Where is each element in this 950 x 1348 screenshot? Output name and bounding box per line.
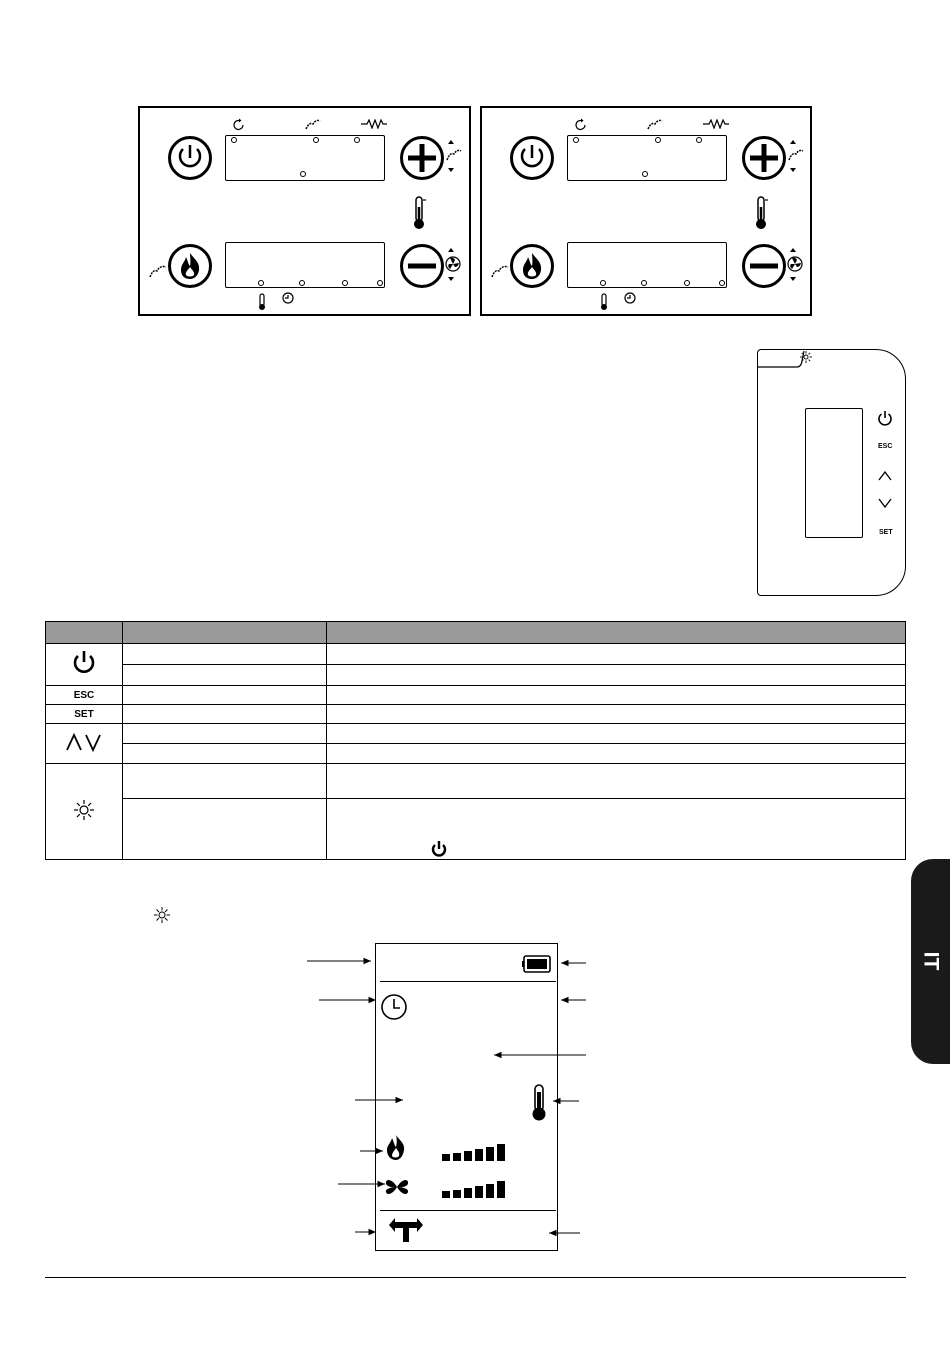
lower-display [225,242,385,288]
light-icon [154,907,170,923]
table-cell [123,665,327,686]
up-icon[interactable] [878,471,892,481]
table-cell [123,764,327,799]
table-cell [123,799,327,860]
table-cell-icon [46,644,123,686]
flame-icon [513,247,551,285]
table-cell [123,686,327,705]
resistor-icon [361,119,387,129]
table-header [327,622,906,644]
table-cell [123,705,327,724]
set-button[interactable]: SET [879,529,893,536]
pellet-icon [647,118,663,130]
led-indicator [684,280,690,286]
callout-arrows [0,930,950,1270]
minus-icon [403,247,441,285]
pellet-icon [787,140,805,172]
table-cell [123,644,327,665]
fan-icon [787,248,805,282]
remote-top-tab [757,349,906,371]
plus-icon [403,139,441,177]
led-indicator [642,171,648,177]
table-cell-set: SET [46,705,123,724]
plus-button[interactable] [400,136,444,180]
thermometer-icon [258,293,266,311]
minus-button[interactable] [742,244,786,288]
refresh-icon [574,118,588,132]
remote-display [805,408,863,538]
thermometer-icon [600,293,608,311]
led-indicator [313,137,319,143]
led-indicator [696,137,702,143]
table-cell-icon [46,764,123,860]
table-cell [327,705,906,724]
power-icon [71,648,97,678]
table-cell [123,744,327,764]
pellet-icon [305,118,321,130]
table-cell-esc: ESC [46,686,123,705]
table-cell [123,724,327,744]
led-indicator [719,280,725,286]
table-cell [327,799,906,860]
led-indicator [655,137,661,143]
thermometer-icon [412,195,426,231]
table-cell [327,686,906,705]
power-icon [171,139,209,177]
table-header [123,622,327,644]
led-indicator [641,280,647,286]
lower-display [567,242,727,288]
table-cell [327,744,906,764]
refresh-icon [232,118,246,132]
table-cell [327,724,906,744]
led-indicator [573,137,579,143]
down-icon[interactable] [878,498,892,508]
table-cell [327,644,906,665]
led-indicator [600,280,606,286]
table-cell-icon [46,724,123,764]
pellet-icon [491,264,509,278]
led-indicator [342,280,348,286]
power-icon [513,139,551,177]
power-icon[interactable] [877,410,893,426]
clock-icon [624,292,636,304]
led-indicator [258,280,264,286]
esc-button[interactable]: ESC [878,443,893,450]
pellet-icon [149,264,167,278]
flame-button[interactable] [168,244,212,288]
led-indicator [300,171,306,177]
minus-button[interactable] [400,244,444,288]
table-cell [327,764,906,799]
language-tab-label: IT [919,951,943,971]
minus-icon [745,247,783,285]
remote-control [757,349,906,596]
light-icon [800,351,812,363]
power-button[interactable] [168,136,212,180]
flame-icon [171,247,209,285]
led-indicator [377,280,383,286]
plus-button[interactable] [742,136,786,180]
led-indicator [231,137,237,143]
button-function-table [45,621,906,860]
resistor-icon [703,119,729,129]
footer-rule [45,1277,906,1278]
light-icon [73,799,95,821]
plus-icon [745,139,783,177]
clock-icon [282,292,294,304]
table-cell [327,665,906,686]
led-indicator [299,280,305,286]
table-header [46,622,123,644]
pellet-icon [445,140,463,172]
control-panel-left [138,106,471,316]
led-indicator [354,137,360,143]
thermometer-icon [754,195,768,231]
up-down-icon [64,732,104,752]
control-panel-right [480,106,812,316]
fan-icon [445,248,463,282]
flame-button[interactable] [510,244,554,288]
power-icon [431,840,447,858]
power-button[interactable] [510,136,554,180]
